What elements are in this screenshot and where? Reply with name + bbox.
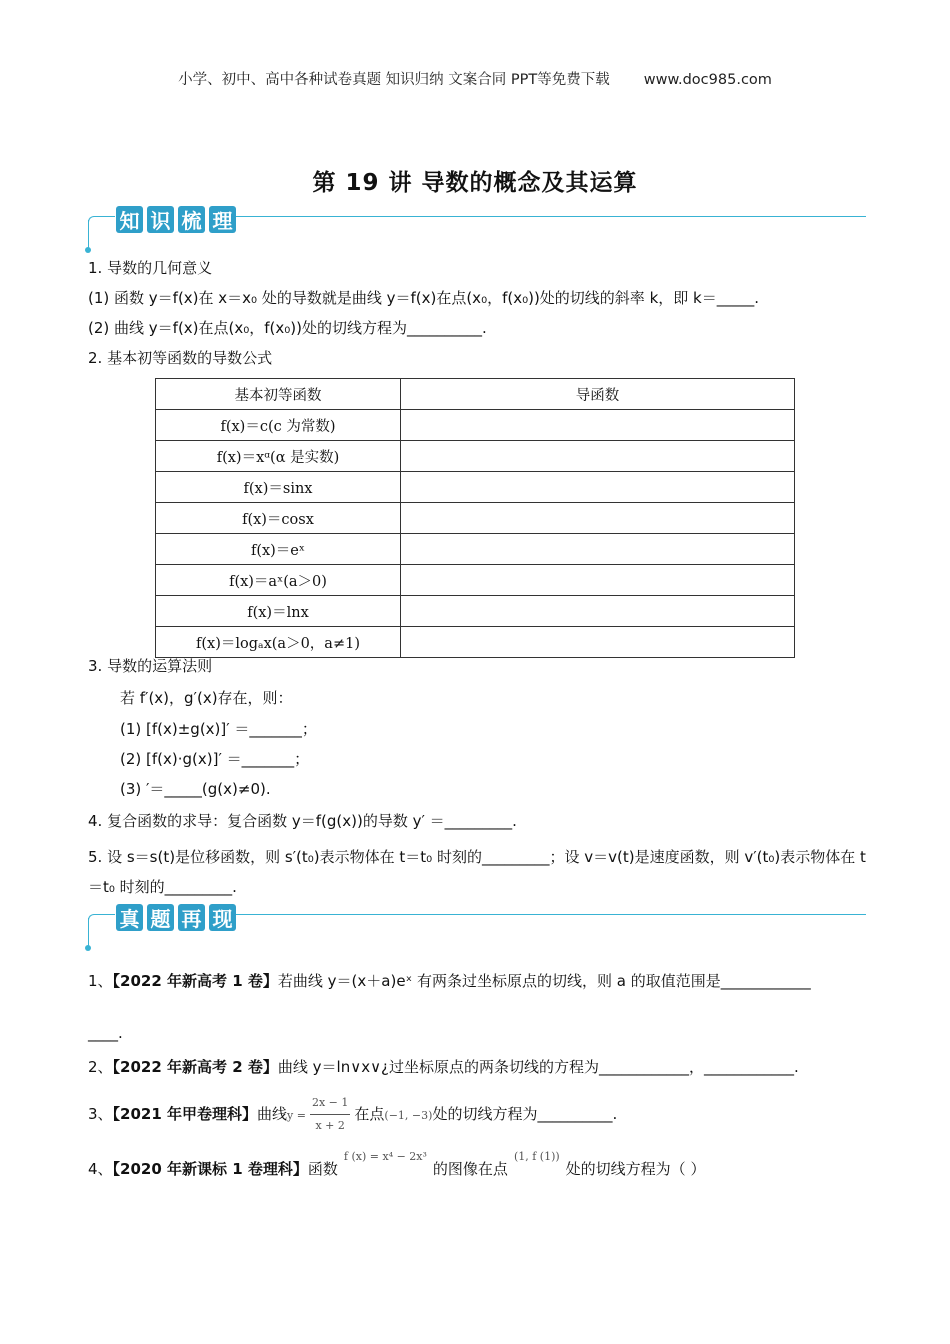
question-3 <box>88 1092 617 1137</box>
table-cell: f(x)＝cosx <box>156 503 401 534</box>
fraction-numerator: 2x − 1 <box>310 1092 350 1115</box>
section2-heading: 2. 基本初等函数的导数公式 <box>88 349 273 367</box>
answer-cell <box>401 441 795 472</box>
section5-text: 5. 设 s＝s(t)是位移函数，则 s′(t₀)表示物体在 t＝t₀ 时刻的_________；设 v＝v(t)是速度函数，则 v′(t₀)表示物体在 t＝t₀ 时刻的_________. <box>88 848 866 896</box>
math-point: (−1, −3) <box>384 1109 433 1122</box>
question-number: 2、 <box>88 1058 113 1076</box>
question-source: 【2022 年新高考 1 卷】 <box>112 972 278 990</box>
table-cell: f(x)＝c(c 为常数) <box>156 410 401 441</box>
answer-cell <box>401 472 795 503</box>
fraction-denominator: x + 2 <box>315 1119 345 1132</box>
table-cell: f(x)＝aˣ(a＞0) <box>156 565 401 596</box>
question-1-tail: ____. <box>88 1024 123 1042</box>
question-2 <box>88 1056 799 1078</box>
question-number: 4、 <box>88 1160 113 1178</box>
table-header: 基本初等函数 <box>156 379 401 410</box>
rule-product: (2) [f(x)·g(x)]′ ＝_______； <box>120 750 310 768</box>
section1-item1: (1) 函数 y＝f(x)在 x＝x₀ 处的导数就是曲线 y＝f(x)在点(x₀，f(x₀))处的切线的斜率 k，即 k＝_____. <box>88 289 759 307</box>
question-text: 曲线 y＝ln∨x∨¿过坐标原点的两条切线的方程为____________，____________. <box>277 1058 799 1076</box>
table-cell: f(x)＝lnx <box>156 596 401 627</box>
table-row <box>156 596 795 627</box>
section-banner-knowledge <box>86 206 866 252</box>
answer-cell <box>401 565 795 596</box>
section1-item2: (2) 曲线 y＝f(x)在点(x₀，f(x₀))处的切线方程为__________. <box>88 319 487 337</box>
question-text: 的图像在点 <box>432 1160 508 1178</box>
banner-tile: 梳 <box>178 206 205 233</box>
answer-cell <box>401 410 795 441</box>
question-source: 【2022 年新高考 2 卷】 <box>112 1058 278 1076</box>
section3-intro: 若 f′(x)，g′(x)存在，则： <box>120 689 293 707</box>
question-text: 函数 <box>307 1160 338 1178</box>
question-number: 1、 <box>88 972 113 990</box>
table-cell: f(x)＝logₐx(a＞0，a≠1) <box>156 627 401 658</box>
banner-tile: 真 <box>116 904 143 931</box>
header-site[interactable]: www.doc985.com <box>643 72 772 88</box>
table-row <box>156 534 795 565</box>
table-cell: f(x)＝eˣ <box>156 534 401 565</box>
table-row <box>156 503 795 534</box>
table-cell: f(x)＝sinx <box>156 472 401 503</box>
answer-cell <box>401 596 795 627</box>
math-function: f (x) = x⁴ − 2x³ <box>343 1150 427 1163</box>
table-header: 导函数 <box>401 379 795 410</box>
fraction <box>310 1092 350 1137</box>
question-text: 在点 <box>354 1105 385 1123</box>
answer-cell <box>401 627 795 658</box>
question-source: 【2020 年新课标 1 卷理科】 <box>112 1160 308 1178</box>
question-text: 曲线 <box>257 1105 288 1123</box>
rule-quotient: (3) ′＝_____(g(x)≠0). <box>120 780 271 798</box>
table-row <box>156 627 795 658</box>
banner-tile: 现 <box>209 904 236 931</box>
section3-heading: 3. 导数的运算法则 <box>88 657 213 675</box>
table-cell: f(x)＝xᵅ(α 是实数) <box>156 441 401 472</box>
page-title: 第 19 讲 导数的概念及其运算 <box>312 170 638 196</box>
question-source: 【2021 年甲卷理科】 <box>112 1105 258 1123</box>
rule-sum: (1) [f(x)±g(x)]′ ＝_______； <box>120 720 317 738</box>
section4-text: 4. 复合函数的求导：复合函数 y＝f(g(x))的导数 y′ ＝_________. <box>88 812 517 830</box>
question-number: 3、 <box>88 1105 113 1123</box>
question-text: 若曲线 y＝(x＋a)eˣ 有两条过坐标原点的切线，则 a 的取值范围是____________ <box>277 972 811 990</box>
answer-cell <box>401 503 795 534</box>
question-1 <box>88 970 811 992</box>
section1-heading: 1. 导数的几何意义 <box>88 259 213 277</box>
question-text: 处的切线方程为__________. <box>432 1105 618 1123</box>
section-banner-exam <box>86 904 866 950</box>
question-text: 处的切线方程为（ ） <box>565 1160 706 1178</box>
table-row <box>156 410 795 441</box>
banner-tile: 理 <box>209 206 236 233</box>
table-row <box>156 565 795 596</box>
derivative-table <box>155 378 795 658</box>
header-text: 小学、初中、高中各种试卷真题 知识归纳 文案合同 PPT等免费下载 <box>178 72 610 88</box>
question-4 <box>88 1150 706 1182</box>
math-y: y = <box>287 1109 306 1122</box>
table-row <box>156 472 795 503</box>
banner-tile: 题 <box>147 904 174 931</box>
page-header <box>0 68 950 89</box>
banner-tile: 识 <box>147 206 174 233</box>
table-header-row <box>156 379 795 410</box>
banner-tile: 知 <box>116 206 143 233</box>
table-row <box>156 441 795 472</box>
banner-tile: 再 <box>178 904 205 931</box>
answer-cell <box>401 534 795 565</box>
math-point: (1, f (1)) <box>513 1150 560 1163</box>
